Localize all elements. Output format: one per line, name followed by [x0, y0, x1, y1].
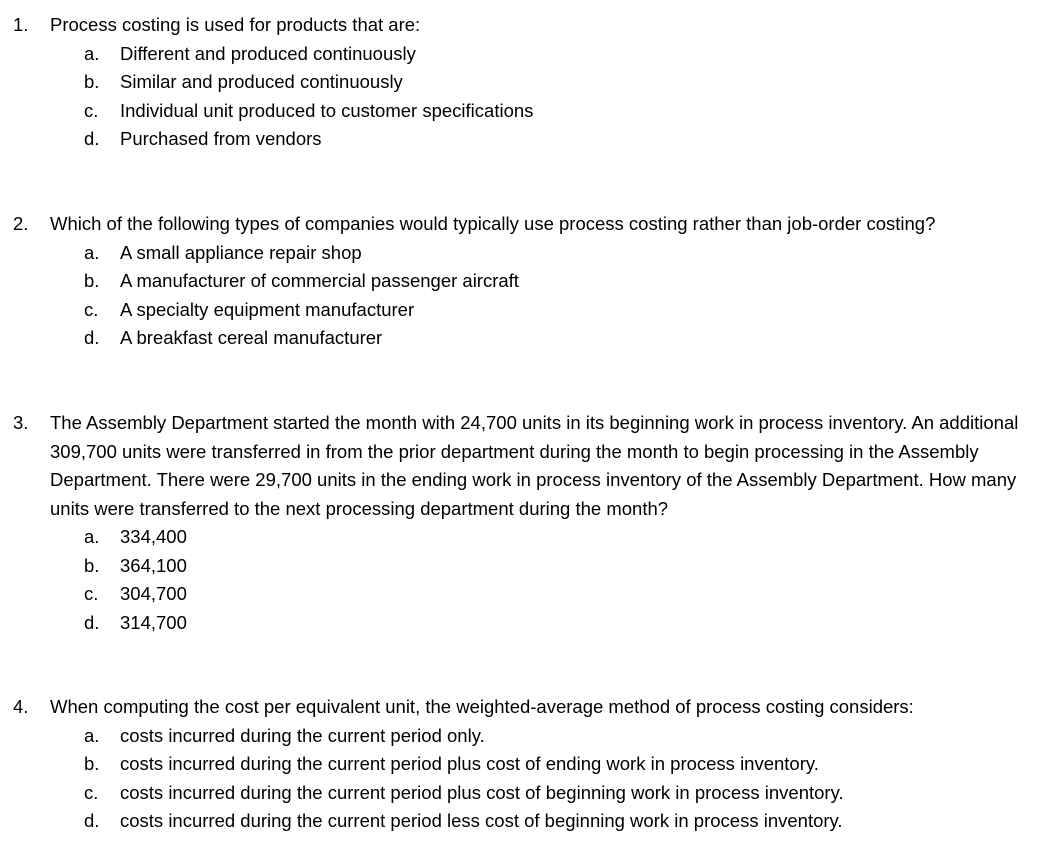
option-b[interactable] [0, 552, 1038, 581]
question-stem [0, 409, 1038, 523]
option-text: A manufacturer of commercial passenger aircraft [120, 270, 519, 291]
question-1 [0, 11, 1038, 154]
option-text: Different and produced continuously [120, 42, 416, 64]
option-letter: b. [84, 554, 100, 576]
option-d[interactable] [0, 807, 1038, 836]
option-b[interactable] [0, 68, 1038, 97]
option-text: costs incurred during the current period plus cost of ending work in process inventory. [120, 753, 819, 774]
option-text: costs incurred during the current period less cost of beginning work in process inventory. [120, 810, 843, 831]
options-list [0, 523, 1038, 637]
option-text: Purchased from vendors [120, 128, 322, 149]
option-letter: b. [84, 270, 100, 291]
option-text: Similar and produced continuously [120, 71, 403, 92]
option-text: Individual unit produced to customer specifications [120, 99, 534, 121]
option-a[interactable] [0, 722, 1038, 751]
option-text: 334,400 [120, 526, 187, 547]
option-d[interactable] [0, 125, 1038, 154]
option-a[interactable] [0, 40, 1038, 69]
option-text: A breakfast cereal manufacturer [120, 327, 383, 348]
question-stem [0, 693, 1038, 722]
question-number: 2. [13, 213, 29, 234]
option-letter: d. [84, 611, 100, 633]
option-letter: a. [84, 42, 100, 64]
option-letter: d. [84, 810, 100, 831]
option-letter: b. [84, 753, 100, 774]
option-c[interactable] [0, 580, 1038, 609]
option-letter: a. [84, 241, 100, 263]
option-d[interactable] [0, 324, 1038, 353]
option-letter: c. [84, 99, 99, 121]
option-letter: a. [84, 526, 100, 547]
question-text: When computing the cost per equivalent unit, the weighted-average method of process costing considers: [50, 696, 914, 717]
question-text: The Assembly Department started the month with 24,700 units in its beginning work in process inventory. An additional 309,700 units were transferred in from the prior department during the month to begin processing in the Assembly Department. There were 29,700 units in the ending work in process inventory of the Assembly Department. How many units were transferred to the next processing department during the month? [50, 412, 1019, 519]
option-c[interactable] [0, 97, 1038, 126]
options-list [0, 239, 1038, 353]
question-3 [0, 409, 1038, 637]
option-c[interactable] [0, 779, 1038, 808]
question-2 [0, 210, 1038, 353]
option-letter: c. [84, 781, 99, 803]
option-letter: d. [84, 128, 100, 149]
option-text: costs incurred during the current period plus cost of beginning work in process inventory. [120, 781, 844, 803]
option-letter: d. [84, 327, 100, 348]
option-text: 314,700 [120, 611, 187, 633]
question-4 [0, 693, 1038, 836]
option-b[interactable] [0, 750, 1038, 779]
option-text: A specialty equipment manufacturer [120, 298, 415, 320]
option-d[interactable] [0, 609, 1038, 638]
question-stem [0, 210, 1038, 239]
option-letter: a. [84, 724, 100, 746]
option-text: A small appliance repair shop [120, 241, 362, 263]
question-number: 4. [13, 696, 29, 717]
option-text: 364,100 [120, 554, 187, 576]
option-a[interactable] [0, 523, 1038, 552]
option-b[interactable] [0, 267, 1038, 296]
question-stem [0, 11, 1038, 40]
options-list [0, 722, 1038, 836]
question-text: Which of the following types of companies would typically use process costing rather than job-order costing? [50, 213, 936, 234]
question-number: 1. [13, 14, 29, 35]
question-number: 3. [13, 412, 29, 433]
option-a[interactable] [0, 239, 1038, 268]
option-letter: c. [84, 298, 99, 320]
options-list [0, 40, 1038, 154]
option-text: 304,700 [120, 583, 187, 604]
option-c[interactable] [0, 296, 1038, 325]
option-letter: b. [84, 71, 100, 92]
option-letter: c. [84, 583, 99, 604]
option-text: costs incurred during the current period only. [120, 724, 485, 746]
question-text: Process costing is used for products that are: [50, 14, 421, 35]
